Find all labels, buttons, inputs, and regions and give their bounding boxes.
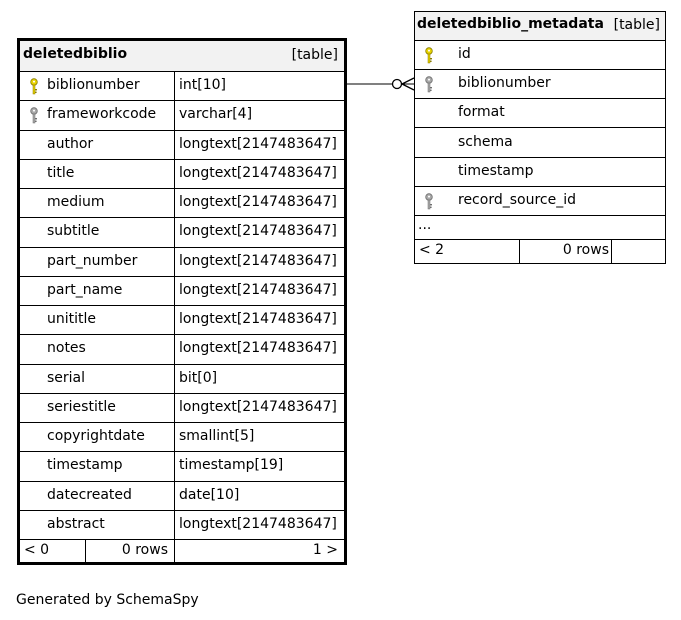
column-type: smallint[5] [174,423,344,451]
column-name: record_source_id [458,191,576,208]
table-row[interactable] [20,248,344,277]
column-name: seriestitle [47,398,116,415]
table-row[interactable] [20,335,344,364]
row-count: 0 rows [121,542,168,558]
column-name: subtitle [47,223,100,240]
column-name: timestamp [47,457,123,474]
foreign-key-icon [424,193,434,211]
column-type: longtext[2147483647] [174,160,344,188]
column-type: timestamp[19] [174,452,344,480]
column-type: longtext[2147483647] [174,218,344,246]
column-name: title [47,164,75,181]
table-row[interactable] [415,70,665,99]
column-type: longtext[2147483647] [174,189,344,217]
table-kind: [table] [291,47,338,63]
column-name: frameworkcode [47,106,157,123]
table-row[interactable] [20,452,344,481]
column-name: id [458,46,471,62]
column-type: longtext[2147483647] [174,277,344,305]
table-row[interactable] [20,482,344,511]
primary-key-icon [424,47,434,65]
table-row[interactable] [20,423,344,452]
column-name: author [47,135,94,152]
column-name: timestamp [458,162,534,179]
column-name: copyrightdate [47,428,145,444]
table-row[interactable] [415,41,665,70]
parents-count: < 2 [419,242,445,258]
table-row[interactable] [20,101,344,130]
table-row[interactable] [20,218,344,247]
column-name: abstract [47,515,105,532]
table-row[interactable] [20,131,344,160]
table-row[interactable] [20,72,344,101]
table-row[interactable] [415,129,665,158]
table-row[interactable] [415,99,665,128]
deletedbiblio-metadata-table[interactable] [414,11,666,264]
more-columns-indicator [415,216,665,240]
ellipsis-text: ... [418,217,432,233]
column-type: longtext[2147483647] [174,248,344,276]
table-row[interactable] [20,277,344,306]
column-name: biblionumber [47,77,140,93]
children-count: 1 > [312,542,338,558]
column-name: part_number [47,252,138,269]
column-name: serial [47,369,86,386]
table-row[interactable] [20,306,344,335]
table-name: deletedbiblio_metadata [417,16,604,32]
column-name: biblionumber [458,75,551,92]
column-type: longtext[2147483647] [174,335,344,363]
column-type: longtext[2147483647] [174,511,344,539]
column-name: part_name [47,281,123,298]
column-name: datecreated [47,486,132,503]
table-row[interactable] [20,511,344,540]
column-name: schema [458,133,513,150]
crows-foot-marker [402,78,414,84]
table-row[interactable] [20,160,344,189]
column-name: medium [47,194,105,210]
foreign-key-icon [424,76,434,94]
table-kind: [table] [613,17,660,33]
table-footer [20,540,344,565]
table-footer [415,240,665,264]
column-type: longtext[2147483647] [174,306,344,334]
generated-by-caption: Generated by SchemaSpy [16,592,199,608]
table-row[interactable] [20,365,344,394]
row-count: 0 rows [562,242,609,258]
column-type: longtext[2147483647] [174,394,344,422]
table-row[interactable] [415,187,665,216]
primary-key-icon [29,78,39,96]
table-header [20,41,344,72]
column-type: longtext[2147483647] [174,131,344,159]
zero-cardinality-marker [393,80,402,89]
table-row[interactable] [20,189,344,218]
column-name: notes [47,340,86,357]
deletedbiblio-table[interactable] [17,38,347,565]
column-type: int[10] [174,72,344,100]
column-type: date[10] [174,482,344,510]
table-name: deletedbiblio [23,46,128,62]
column-type: bit[0] [174,365,344,393]
foreign-key-icon [29,107,39,125]
column-name: unititle [47,311,97,327]
parents-count: < 0 [24,542,50,558]
column-name: format [458,104,505,121]
table-row[interactable] [20,394,344,423]
table-header [415,12,665,41]
column-type: varchar[4] [174,101,344,129]
table-row[interactable] [415,158,665,187]
